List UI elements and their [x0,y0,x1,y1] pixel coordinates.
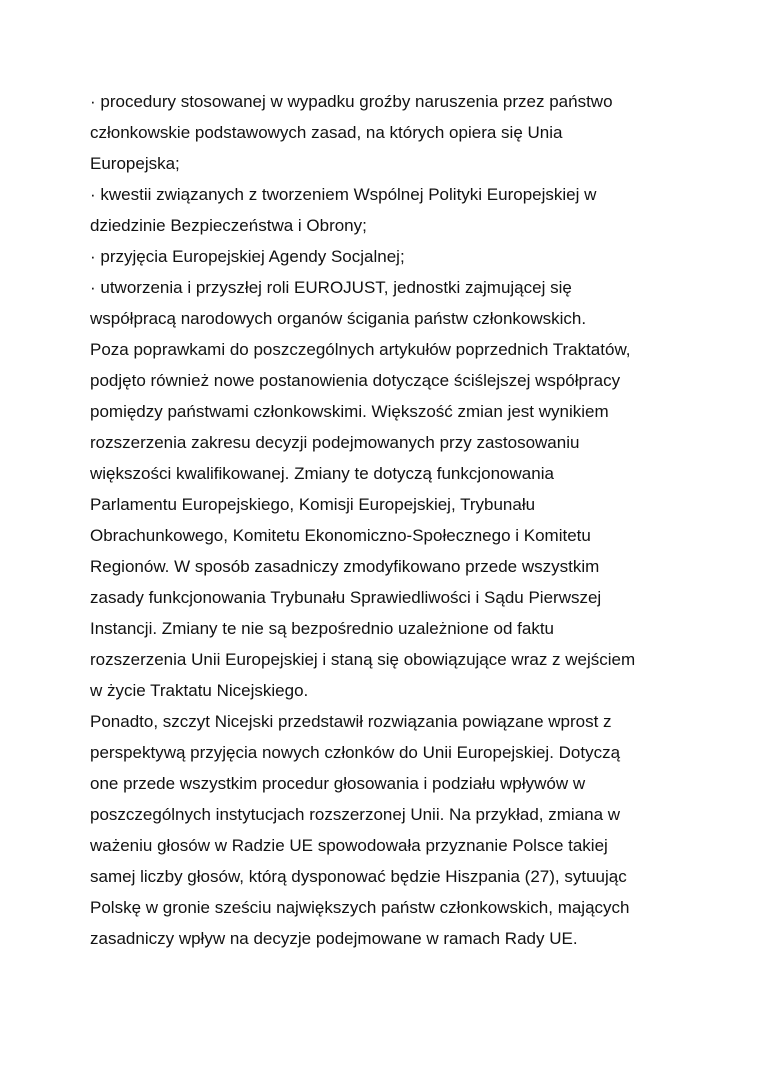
text-line: współpracą narodowych organów ścigania państw członkowskich. [90,309,587,328]
text-line: Regionów. W sposób zasadniczy zmodyfikowano przede wszystkim [90,557,600,576]
text-line: perspektywą przyjęcia nowych członków do Unii Europejskiej. Dotyczą [90,743,621,762]
text-line: · przyjęcia Europejskiej Agendy Socjalnej; [90,247,405,266]
text-line: · kwestii związanych z tworzeniem Wspólnej Polityki Europejskiej w [90,185,597,204]
text-line: Ponadto, szczyt Nicejski przedstawił rozwiązania powiązane wprost z [90,712,612,731]
text-line: podjęto również nowe postanowienia dotyczące ściślejszej współpracy [90,371,621,390]
text-line: pomiędzy państwami członkowskimi. Większość zmian jest wynikiem [90,402,609,421]
text-line: Instancji. Zmiany te nie są bezpośrednio uzależnione od faktu [90,619,554,638]
text-line: Parlamentu Europejskiego, Komisji Europejskiej, Trybunału [90,495,536,514]
text-line: Poza poprawkami do poszczególnych artykułów poprzednich Traktatów, [90,340,631,359]
text-line: większości kwalifikowanej. Zmiany te dotyczą funkcjonowania [90,464,554,483]
text-line: zasadniczy wpływ na decyzje podejmowane w ramach Rady UE. [90,929,578,948]
text-line: Polskę w gronie sześciu największych państw członkowskich, mających [90,898,630,917]
text-line: Obrachunkowego, Komitetu Ekonomiczno-Społecznego i Komitetu [90,526,591,545]
text-line: członkowskie podstawowych zasad, na których opiera się Unia [90,123,563,142]
text-line: rozszerzenia zakresu decyzji podejmowanych przy zastosowaniu [90,433,580,452]
text-line: dziedzinie Bezpieczeństwa i Obrony; [90,216,367,235]
text-line: poszczególnych instytucjach rozszerzonej Unii. Na przykład, zmiana w [90,805,621,824]
text-line: · procedury stosowanej w wypadku groźby naruszenia przez państwo [90,92,613,111]
text-line: Europejska; [90,154,180,173]
document-page [90,86,690,954]
text-line: w życie Traktatu Nicejskiego. [90,681,309,700]
text-line: · utworzenia i przyszłej roli EUROJUST, jednostki zajmującej się [90,278,572,297]
text-line: zasady funkcjonowania Trybunału Sprawiedliwości i Sądu Pierwszej [90,588,602,607]
text-line: samej liczby głosów, którą dysponować będzie Hiszpania (27), sytuując [90,867,627,886]
text-line: rozszerzenia Unii Europejskiej i staną się obowiązujące wraz z wejściem [90,650,636,669]
text-line: ważeniu głosów w Radzie UE spowodowała przyznanie Polsce takiej [90,836,608,855]
text-line: one przede wszystkim procedur głosowania i podziału wpływów w [90,774,586,793]
